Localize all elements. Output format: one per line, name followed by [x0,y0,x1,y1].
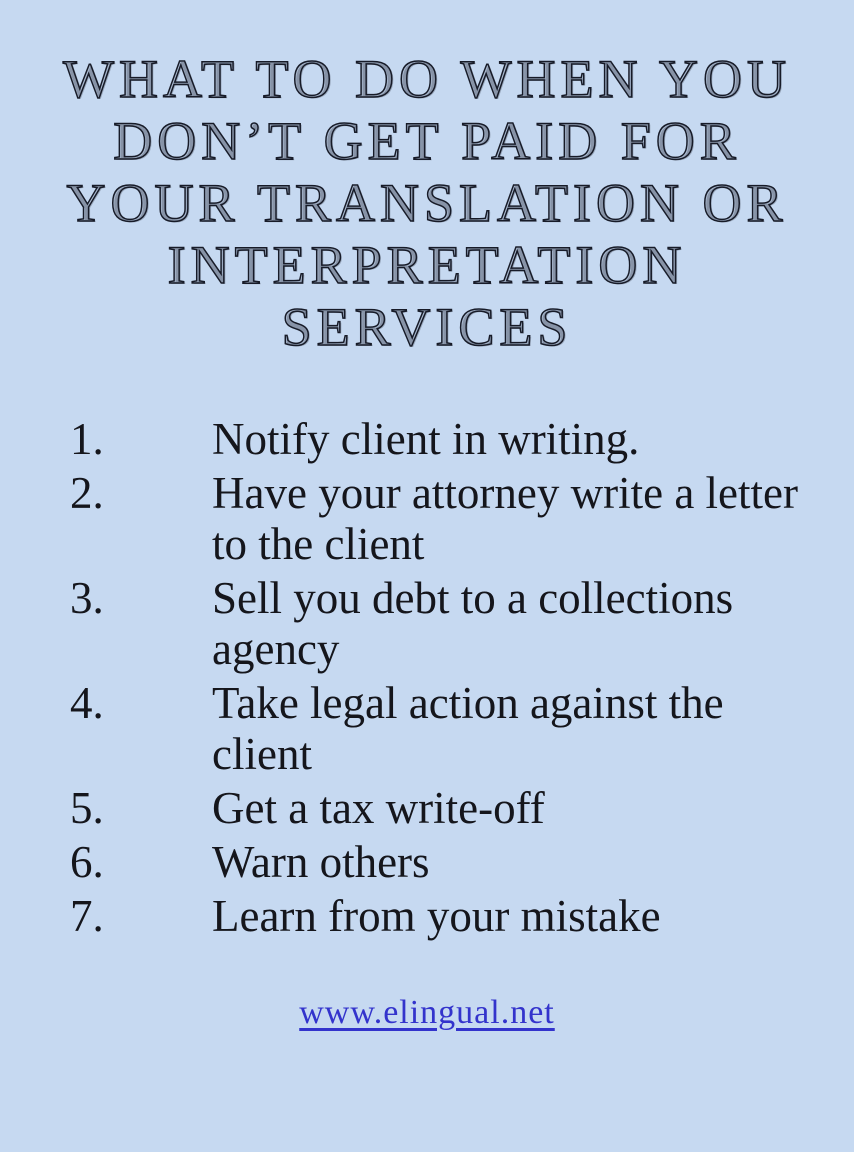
list-item-number: 1. [70,414,104,464]
title-line: DON’T GET PAID FOR [113,111,741,171]
list-item [70,573,854,675]
footer [0,994,854,1032]
website-link[interactable]: www.elingual.net [299,994,555,1031]
list-item [70,783,854,834]
list-item-text: Learn from your mistake [212,891,661,941]
list-item-text: Get a tax write-off [212,783,545,833]
title-line: YOUR TRANSLATION OR [66,173,788,233]
list-item [70,414,854,465]
list-item-text: Sell you debt to a collections agency [212,573,734,674]
title-line: WHAT TO DO WHEN YOU [63,49,791,109]
page-title [0,0,854,358]
list-item-number: 6. [70,837,104,887]
list-item-text: Warn others [212,837,430,887]
list-item-text: Have your attorney write a letter to the client [212,468,798,569]
action-list [0,414,854,942]
title-line: INTERPRETATION [167,235,687,295]
list-item [70,468,854,570]
list-item-number: 5. [70,783,104,833]
list-item [70,678,854,780]
list-item-text: Notify client in writing. [212,414,640,464]
list-item-number: 7. [70,891,104,941]
list-item [70,837,854,888]
list-item [70,891,854,942]
list-item-number: 3. [70,573,104,623]
list-item-text: Take legal action against the client [212,678,724,779]
list-item-number: 2. [70,468,104,518]
title-line: SERVICES [281,297,573,357]
list-item-number: 4. [70,678,104,728]
